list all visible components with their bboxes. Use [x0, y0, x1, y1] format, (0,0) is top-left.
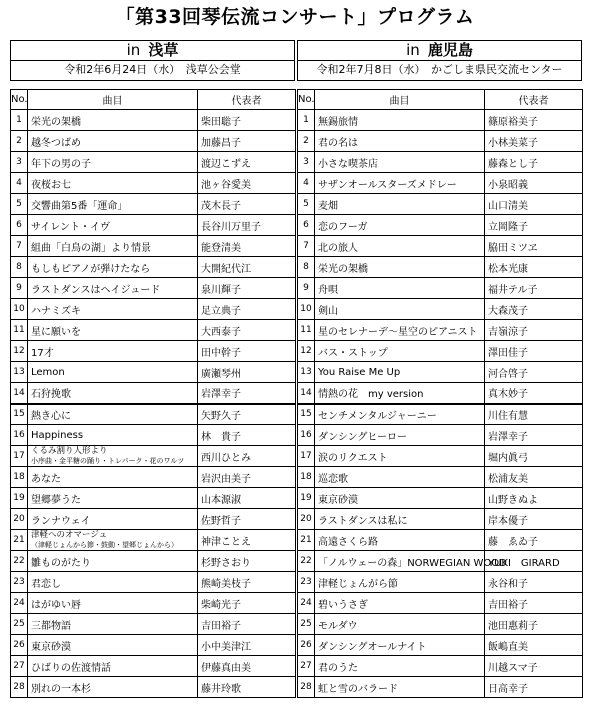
row-number: 13	[298, 362, 315, 383]
venue-date-place: 令和2年6月24日（水） 浅草公会堂	[10, 61, 295, 81]
representative: 川越スマ子	[485, 656, 583, 677]
song-title: 君の名は	[315, 131, 485, 152]
table-row	[11, 194, 296, 215]
song-title: 交響曲第5番「運命」	[28, 194, 198, 215]
song-title: 夜桜お七	[28, 173, 198, 194]
table-row	[11, 656, 296, 677]
row-number: 18	[298, 467, 315, 488]
column-header-no: No.	[11, 90, 28, 110]
table-row	[298, 299, 583, 320]
row-number: 20	[11, 509, 28, 530]
row-number: 6	[298, 215, 315, 236]
song-title: 雛ものがたり	[28, 551, 198, 572]
song-title: ひばりの佐渡情話	[28, 656, 198, 677]
row-number: 23	[11, 572, 28, 593]
song-title: 無錫旅情	[315, 110, 485, 131]
table-row	[11, 488, 296, 509]
table-row	[298, 131, 583, 152]
row-number: 14	[298, 383, 315, 404]
song-title: 情熱の花 my version	[315, 383, 485, 404]
table-row	[11, 278, 296, 299]
row-number: 16	[298, 425, 315, 446]
table-row	[11, 467, 296, 488]
representative: 加藤昌子	[198, 131, 296, 152]
table-row	[11, 341, 296, 362]
song-title: ダンシングオールナイト	[315, 635, 485, 656]
table-row	[11, 572, 296, 593]
row-number: 15	[11, 404, 28, 425]
row-number: 27	[11, 656, 28, 677]
song-title: ラストダンスは私に	[315, 509, 485, 530]
song-title-line1: くるみ割り人形より	[31, 446, 108, 456]
representative: 脇田ミツヱ	[485, 236, 583, 257]
table-row	[298, 320, 583, 341]
row-number: 22	[11, 551, 28, 572]
song-title: 栄光の架橋	[28, 110, 198, 131]
venue-name: 浅草	[148, 41, 179, 59]
song-title: もしもピアノが弾けたなら	[28, 257, 198, 278]
representative: 堀内眞弓	[485, 446, 583, 467]
table-row	[11, 614, 296, 635]
row-number: 3	[298, 152, 315, 173]
representative: 川住有慧	[485, 404, 583, 425]
representative: 池田惠莉子	[485, 614, 583, 635]
row-number: 17	[11, 446, 28, 467]
song-title: 舟唄	[315, 278, 485, 299]
table-row	[11, 530, 296, 551]
song-title: ランナウェイ	[28, 509, 198, 530]
row-number: 18	[11, 467, 28, 488]
representative: 真木妙子	[485, 383, 583, 404]
table-row	[298, 530, 583, 551]
table-row	[298, 341, 583, 362]
representative: 西川ひとみ	[198, 446, 296, 467]
row-number: 7	[11, 236, 28, 257]
table-row	[11, 110, 296, 131]
row-number: 8	[11, 257, 28, 278]
song-title: 栄光の架橋	[315, 257, 485, 278]
venue-name: 鹿児島	[427, 41, 473, 59]
table-row	[11, 677, 296, 698]
song-title: 虹と雪のバラード	[315, 677, 485, 698]
song-title: 石狩挽歌	[28, 383, 198, 404]
table-row	[298, 551, 583, 572]
row-number: 11	[11, 320, 28, 341]
table-row	[11, 362, 296, 383]
table-row	[298, 404, 583, 425]
table-row	[11, 425, 296, 446]
representative: 永谷和子	[485, 572, 583, 593]
representative: 大森茂子	[485, 299, 583, 320]
table-row	[298, 593, 583, 614]
row-number: 10	[11, 299, 28, 320]
column-header-rep: 代表者	[485, 90, 583, 110]
table-row	[11, 593, 296, 614]
row-number: 7	[298, 236, 315, 257]
representative: 吉田裕子	[485, 593, 583, 614]
row-number: 17	[298, 446, 315, 467]
song-title: 別れの一本杉	[28, 677, 198, 698]
row-number: 27	[298, 656, 315, 677]
row-number: 12	[298, 341, 315, 362]
representative: 篠原裕美子	[485, 110, 583, 131]
representative: 吉嶺涼子	[485, 320, 583, 341]
song-title: 高遠さくら路	[315, 530, 485, 551]
song-title: 星のセレナーデ～星空のピアニスト	[315, 320, 485, 341]
representative: 山野きぬよ	[485, 488, 583, 509]
representative: 岸本優子	[485, 509, 583, 530]
song-title: 君のうた	[315, 656, 485, 677]
row-number: 24	[11, 593, 28, 614]
song-title: 碧いうさぎ	[315, 593, 485, 614]
table-row	[298, 425, 583, 446]
representative: 松浦友美	[485, 467, 583, 488]
table-row	[298, 194, 583, 215]
row-number: 19	[11, 488, 28, 509]
song-title: 巡恋歌	[315, 467, 485, 488]
song-title: ラストダンスはヘイジュード	[28, 278, 198, 299]
venue-header	[297, 40, 582, 61]
song-title: 組曲「白鳥の湖」より情景	[28, 236, 198, 257]
song-title: あなた	[28, 467, 198, 488]
page-title: 「第33回琴伝流コンサート」プログラム	[115, 6, 475, 28]
representative: 小林美菜子	[485, 131, 583, 152]
representative: 福井テル子	[485, 278, 583, 299]
row-number: 8	[298, 257, 315, 278]
representative: 佐野哲子	[198, 509, 296, 530]
venue-in-label: in	[406, 41, 420, 59]
song-title: ダンシングヒーロー	[315, 425, 485, 446]
row-number: 22	[298, 551, 315, 572]
table-row	[298, 488, 583, 509]
venue-date-place: 令和2年7月8日（水） かごしま県民交流センター	[297, 61, 582, 81]
table-row	[298, 572, 583, 593]
program-table	[297, 89, 583, 698]
row-number: 21	[11, 530, 28, 551]
program-panel-asakusa	[10, 40, 295, 698]
song-title-line2: 小序曲・金平糖の踊り・トレパーク・花のワルツ	[31, 457, 185, 465]
song-title: モルダウ	[315, 614, 485, 635]
song-title-line2: （津軽じょんから節・鼓動・望郷じょんから）	[31, 541, 178, 549]
song-title: バス・ストップ	[315, 341, 485, 362]
representative: 岩澤幸子	[485, 425, 583, 446]
row-number: 6	[11, 215, 28, 236]
representative: 山口清美	[485, 194, 583, 215]
row-number: 16	[11, 425, 28, 446]
table-row	[11, 509, 296, 530]
representative: 廣瀬琴州	[198, 362, 296, 383]
representative: 松本光康	[485, 257, 583, 278]
row-number: 1	[11, 110, 28, 131]
representative: 岩沢由美子	[198, 467, 296, 488]
song-title: 17才	[28, 341, 198, 362]
table-row	[298, 236, 583, 257]
song-title-line1: 津軽へのオマージュ	[31, 530, 108, 540]
table-row	[298, 278, 583, 299]
row-number: 15	[298, 404, 315, 425]
representative: 藤 ゑゐ子	[485, 530, 583, 551]
table-row	[298, 257, 583, 278]
row-number: 5	[11, 194, 28, 215]
table-row	[11, 383, 296, 404]
row-number: 2	[11, 131, 28, 152]
row-number: 23	[298, 572, 315, 593]
representative: 吉田裕子	[198, 614, 296, 635]
row-number: 10	[298, 299, 315, 320]
table-row	[11, 404, 296, 425]
representative: 能登清美	[198, 236, 296, 257]
representative: 藤井玲歌	[198, 677, 296, 698]
song-title: センチメンタルジャーニー	[315, 404, 485, 425]
song-title: 望郷夢うた	[28, 488, 198, 509]
representative: 岩澤幸子	[198, 383, 296, 404]
song-title: 津軽じょんがら節	[315, 572, 485, 593]
row-number: 24	[298, 593, 315, 614]
column-header-rep: 代表者	[198, 90, 296, 110]
song-title: 北の旅人	[315, 236, 485, 257]
representative: 林 貴子	[198, 425, 296, 446]
representative: 伊藤真由美	[198, 656, 296, 677]
representative: 足立典子	[198, 299, 296, 320]
song-title: 東京砂漠	[315, 488, 485, 509]
song-title: 越冬つばめ	[28, 131, 198, 152]
song-title: Happiness	[28, 425, 198, 446]
table-row	[298, 509, 583, 530]
table-row	[298, 152, 583, 173]
representative: 矢野久子	[198, 404, 296, 425]
song-title	[28, 530, 198, 551]
table-row	[11, 173, 296, 194]
row-number: 13	[11, 362, 28, 383]
song-title: You Raise Me Up	[315, 362, 485, 383]
song-title: サイレント・イヴ	[28, 215, 198, 236]
representative: 河合啓子	[485, 362, 583, 383]
table-row	[298, 635, 583, 656]
song-title: 君恋し	[28, 572, 198, 593]
representative: 飯嶋直美	[485, 635, 583, 656]
table-row	[11, 635, 296, 656]
table-row	[11, 131, 296, 152]
representative: 藤森とし子	[485, 152, 583, 173]
representative: YUKI GIRARD	[485, 551, 583, 572]
row-number: 9	[298, 278, 315, 299]
table-row	[298, 656, 583, 677]
table-row	[298, 215, 583, 236]
table-row	[298, 110, 583, 131]
table-row	[11, 320, 296, 341]
song-title: はがゆい唇	[28, 593, 198, 614]
representative: 田中幹子	[198, 341, 296, 362]
table-row	[298, 446, 583, 467]
row-number: 4	[11, 173, 28, 194]
row-number: 3	[11, 152, 28, 173]
representative: 熊崎美枝子	[198, 572, 296, 593]
row-number: 28	[11, 677, 28, 698]
representative: 大開紀代江	[198, 257, 296, 278]
representative: 山本源淑	[198, 488, 296, 509]
row-number: 21	[298, 530, 315, 551]
song-title: 年下の男の子	[28, 152, 198, 173]
representative: 杉野さおり	[198, 551, 296, 572]
row-number: 25	[298, 614, 315, 635]
table-row	[298, 362, 583, 383]
row-number: 9	[11, 278, 28, 299]
song-title: 「ノルウェーの森」NORWEGIAN WOOD	[315, 551, 485, 572]
table-row	[298, 467, 583, 488]
row-number: 28	[298, 677, 315, 698]
row-number: 26	[298, 635, 315, 656]
representative: 小中美津江	[198, 635, 296, 656]
song-title: Lemon	[28, 362, 198, 383]
program-panel-kagoshima	[297, 40, 582, 698]
row-number: 25	[11, 614, 28, 635]
table-row	[298, 677, 583, 698]
song-title: 星に願いを	[28, 320, 198, 341]
representative: 泉川輝子	[198, 278, 296, 299]
song-title: ハナミズキ	[28, 299, 198, 320]
row-number: 19	[298, 488, 315, 509]
song-title: 剣山	[315, 299, 485, 320]
song-title: サザンオールスターズメドレー	[315, 173, 485, 194]
representative: 池ヶ谷愛美	[198, 173, 296, 194]
table-row	[298, 614, 583, 635]
representative: 茂木長子	[198, 194, 296, 215]
representative: 立岡隆子	[485, 215, 583, 236]
representative: 日高幸子	[485, 677, 583, 698]
song-title: 恋のフーガ	[315, 215, 485, 236]
program-table	[10, 89, 296, 698]
venue-header	[10, 40, 295, 61]
table-row	[11, 551, 296, 572]
table-row	[11, 257, 296, 278]
representative: 澤田佳子	[485, 341, 583, 362]
column-header-song: 曲目	[28, 90, 198, 110]
row-number: 2	[298, 131, 315, 152]
table-row	[298, 173, 583, 194]
row-number: 12	[11, 341, 28, 362]
representative: 神津ことえ	[198, 530, 296, 551]
representative: 柴崎光子	[198, 593, 296, 614]
table-row	[11, 446, 296, 467]
row-number: 1	[298, 110, 315, 131]
song-title: 東京砂漠	[28, 635, 198, 656]
song-title: 熱き心に	[28, 404, 198, 425]
representative: 長谷川万里子	[198, 215, 296, 236]
row-number: 14	[11, 383, 28, 404]
venue-in-label: in	[126, 41, 141, 59]
song-title: 麦畑	[315, 194, 485, 215]
row-number: 26	[11, 635, 28, 656]
representative: 柴田聡子	[198, 110, 296, 131]
column-header-no: No.	[298, 90, 315, 110]
song-title: 小さな喫茶店	[315, 152, 485, 173]
column-header-song: 曲目	[315, 90, 485, 110]
song-title: 三都物語	[28, 614, 198, 635]
row-number: 20	[298, 509, 315, 530]
representative: 小泉昭義	[485, 173, 583, 194]
table-row	[11, 299, 296, 320]
representative: 大西泰子	[198, 320, 296, 341]
table-row	[298, 383, 583, 404]
table-row	[11, 236, 296, 257]
row-number: 11	[298, 320, 315, 341]
table-row	[11, 215, 296, 236]
table-row	[11, 152, 296, 173]
representative: 渡辺こずえ	[198, 152, 296, 173]
row-number: 5	[298, 194, 315, 215]
song-title: 涙のリクエスト	[315, 446, 485, 467]
row-number: 4	[298, 173, 315, 194]
song-title	[28, 446, 198, 467]
